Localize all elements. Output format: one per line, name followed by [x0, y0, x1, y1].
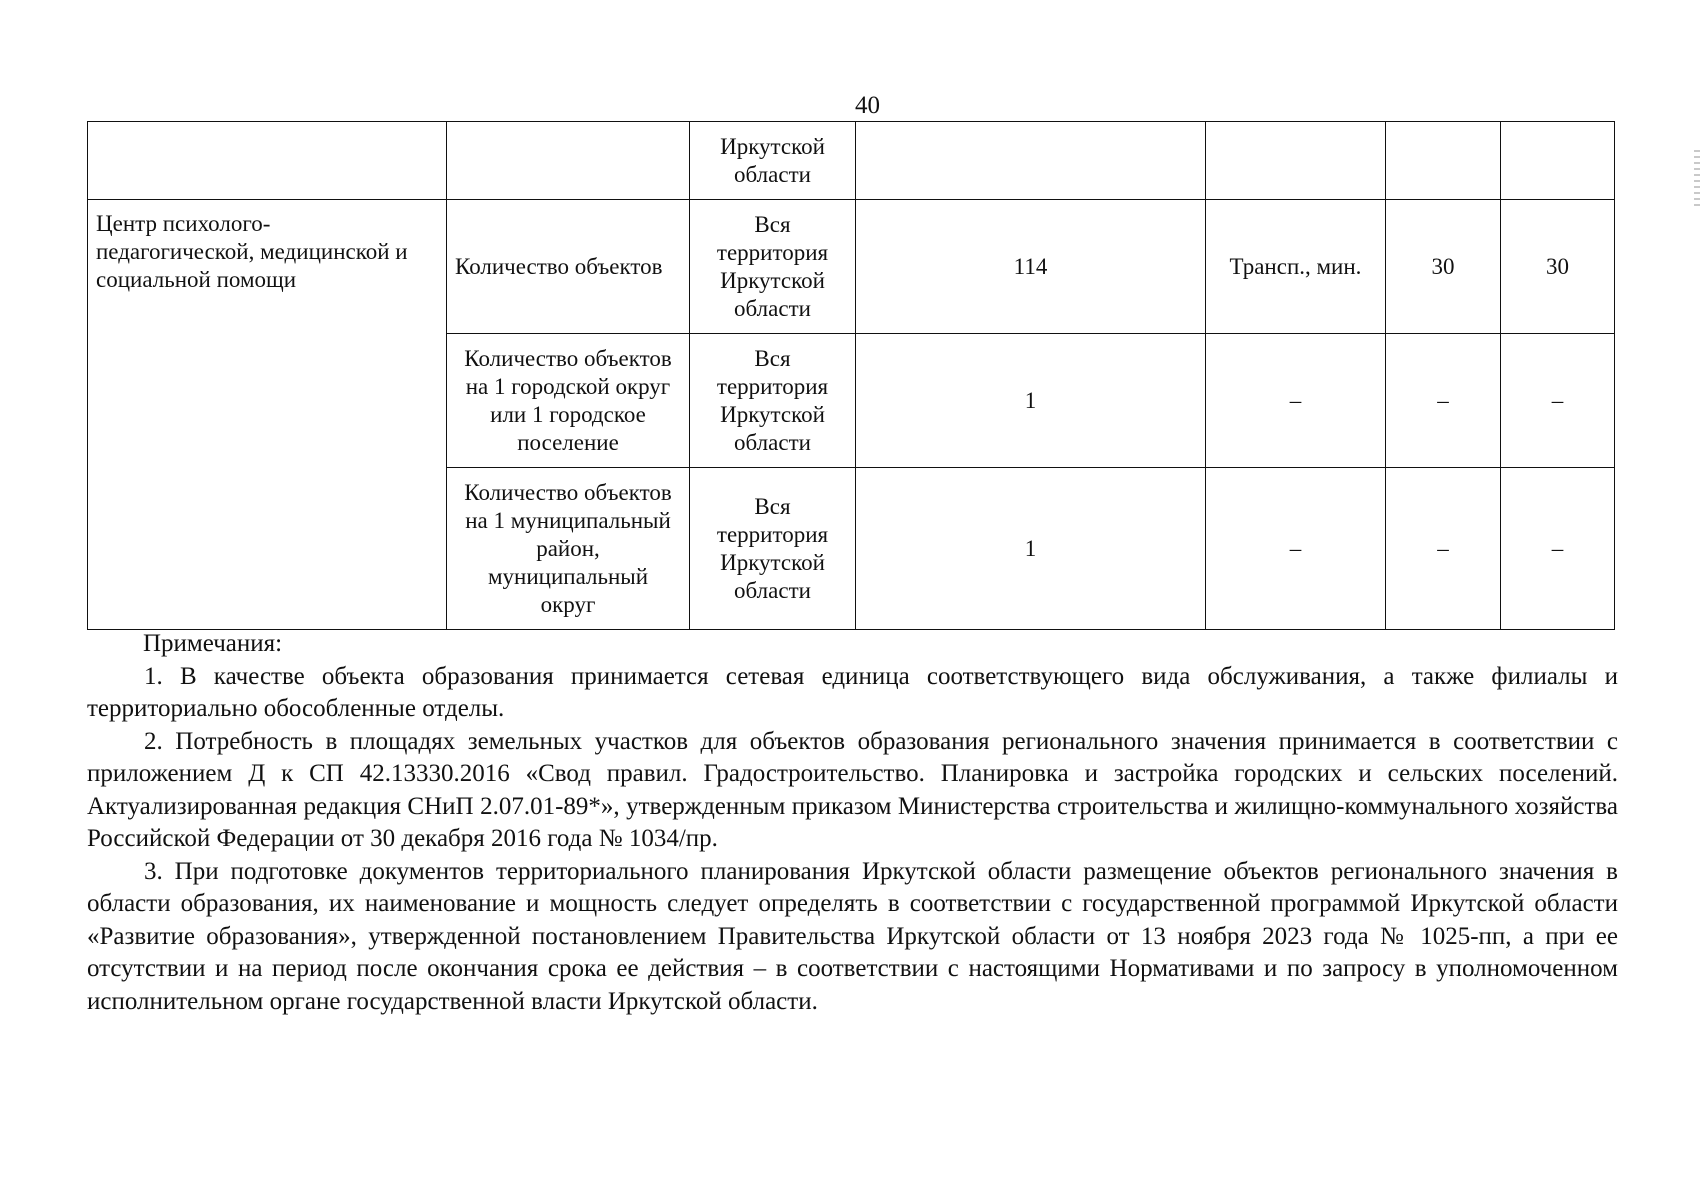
accessibility-value-cell: – [1386, 468, 1501, 630]
accessibility-type-cell: – [1206, 334, 1386, 468]
accessibility-value-cell [1386, 122, 1501, 200]
notes-title: Примечания: [143, 630, 283, 657]
territory-cell: Вся территория Иркутской области [690, 334, 856, 468]
name-cell [88, 122, 447, 200]
accessibility-type-cell: – [1206, 468, 1386, 630]
territory-cell: Вся территория Иркутской области [690, 468, 856, 630]
indicator-cell: Количество объектов [447, 200, 690, 334]
value-cell: 114 [856, 200, 1206, 334]
accessibility-value-cell: – [1501, 334, 1615, 468]
accessibility-type-cell: Трансп., мин. [1206, 200, 1386, 334]
value-cell [856, 122, 1206, 200]
accessibility-value-cell: – [1501, 468, 1615, 630]
notes-section [87, 628, 1618, 1018]
accessibility-value-cell: 30 [1501, 200, 1615, 334]
territory-cell: Иркутской области [690, 122, 856, 200]
page-number: 40 [855, 92, 880, 119]
accessibility-type-cell [1206, 122, 1386, 200]
table-row [88, 200, 1615, 334]
accessibility-value-cell [1501, 122, 1615, 200]
indicator-cell [447, 122, 690, 200]
table-row [88, 122, 1615, 200]
object-name-cell: Центр психолого- педагогической, медицинской и социальной помощи [88, 200, 447, 630]
territory-cell: Вся территория Иркутской области [690, 200, 856, 334]
value-cell: 1 [856, 334, 1206, 468]
indicator-cell: Количество объектов на 1 муниципальный район, муниципальный округ [447, 468, 690, 630]
accessibility-value-cell: – [1386, 334, 1501, 468]
note-paragraph: 2. Потребность в площадях земельных участков для объектов образования регионального значения принимается в соответствии с приложением Д к СП 42.13330.2016 «Свод правил. Градостроительство. Планировка и застройка городских и сельских поселений. Актуализированная редакция СНиП 2.07.01-89*», утвержденным приказом Министерства строительства и жилищно-коммунального хозяйства Российской Федерации от 30 декабря 2016 года № 1034/пр. [87, 727, 1618, 852]
note-paragraph: 3. При подготовке документов территориального планирования Иркутской области размещение объектов регионального значения в области образования, их наименование и мощность следует определять в соответствии с государственной программой Иркутской области «Развитие образования», утвержденной постановлением Правительства Иркутской области от 13 ноября 2023 года № 1025-пп, а при ее отсутствии и на период после окончания срока ее действия – в соответствии с настоящими Нормативами и по запросу в уполномоченном исполнительном органе государственной власти Иркутской области. [87, 857, 1618, 1015]
indicator-cell: Количество объектов на 1 городской округ или 1 городское поселение [447, 334, 690, 468]
norms-table [87, 121, 1615, 630]
note-paragraph: 1. В качестве объекта образования принимается сетевая единица соответствующего вида обслуживания, а также филиалы и территориально обособленные отделы. [87, 662, 1618, 722]
value-cell: 1 [856, 468, 1206, 630]
accessibility-value-cell: 30 [1386, 200, 1501, 334]
scan-artifact [1694, 150, 1700, 210]
